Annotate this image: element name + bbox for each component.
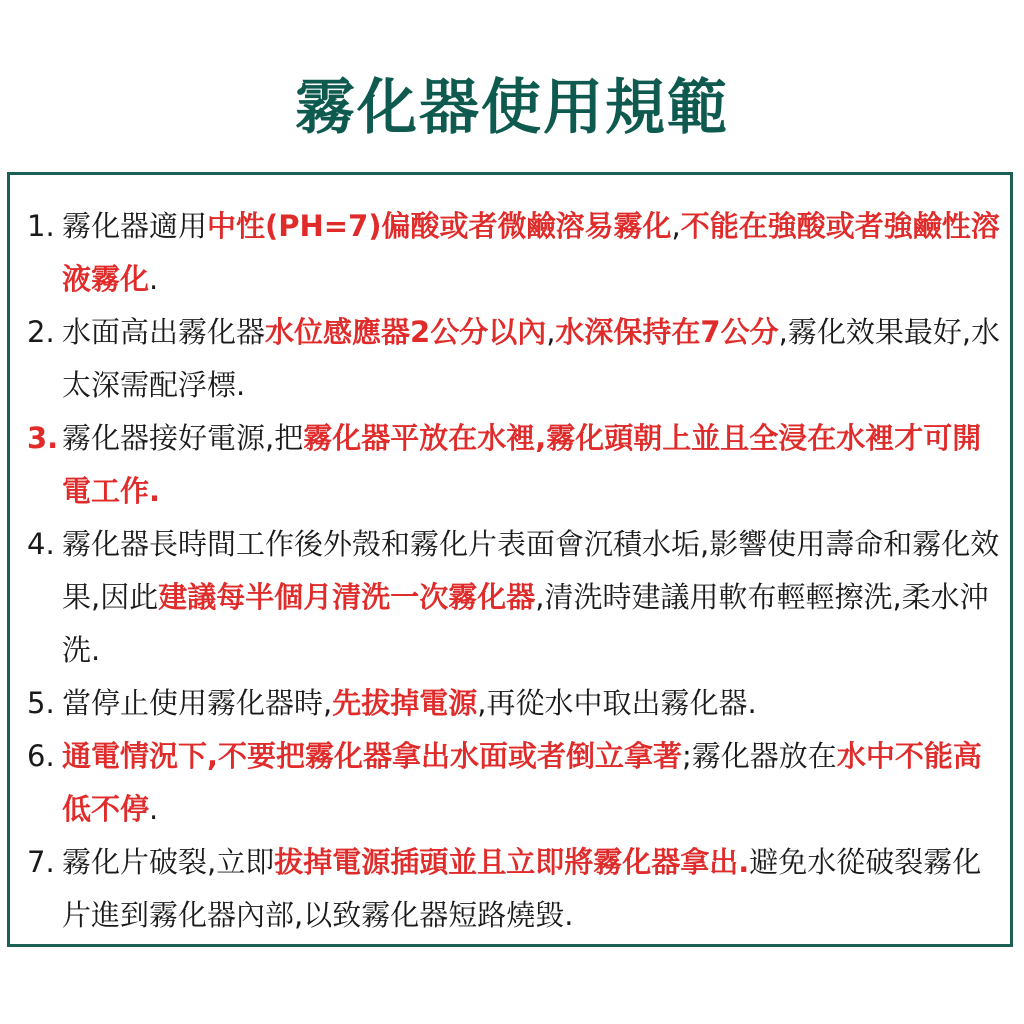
rule-segment: ,霧化效果最好,水太深需配浮標.	[62, 315, 1001, 402]
rule-number: 1.	[27, 209, 55, 243]
rule-number: 2.	[27, 315, 55, 349]
rule-item-4	[27, 518, 1002, 677]
rule-segment: 水面高出霧化器	[62, 315, 266, 349]
rule-highlight: 不能在強酸或者強鹼性溶液霧化	[62, 209, 1000, 296]
rule-segment: ,再從水中取出霧化器.	[477, 686, 757, 720]
rule-highlight: 水位感應器2公分以內	[265, 315, 547, 349]
rule-highlight: 建議每半個月清洗一次霧化器	[158, 580, 536, 614]
rule-item-5	[27, 677, 1002, 730]
rule-text	[62, 677, 1002, 730]
rule-item-6	[27, 730, 1002, 836]
page-title: 霧化器使用規範	[295, 73, 729, 143]
rules-list	[27, 200, 1002, 942]
rule-highlight: 中性(PH=7)偏酸或者微鹼溶易霧化	[207, 209, 672, 243]
rule-segment: ,清洗時建議用軟布輕輕擦洗,柔水沖洗.	[62, 580, 989, 667]
rule-segment: .	[149, 262, 159, 296]
rule-item-1	[27, 200, 1002, 306]
rule-item-3	[27, 412, 1002, 518]
rule-segment: ;霧化器放在	[682, 739, 837, 773]
rule-segment: 當停止使用霧化器時,	[62, 686, 333, 720]
rule-text	[62, 412, 1002, 518]
rule-segment: ,	[671, 209, 681, 243]
rule-highlight: 水深保持在7公分	[555, 315, 779, 349]
rule-text	[62, 518, 1002, 677]
rule-segment: ,	[546, 315, 556, 349]
rule-text	[62, 200, 1002, 306]
rule-segment: 霧化片破裂,立即	[62, 845, 275, 879]
rule-highlight: 通電情況下,不要把霧化器拿出水面或者倒立拿著	[62, 739, 683, 773]
rule-segment: 霧化器長時間工作後外殼和霧化片表面會沉積水垢,影響使用壽命和霧化效果,因此	[62, 527, 1000, 614]
rule-highlight: 霧化器平放在水裡,霧化頭朝上並且全浸在水裡才可開電工作.	[62, 421, 982, 508]
rule-segment: 避免水從破裂霧化片進到霧化器內部,以致霧化器短路燒毀.	[62, 845, 982, 932]
rule-text	[62, 836, 1002, 942]
rule-number: 5.	[27, 686, 55, 720]
rule-highlight: 先拔掉電源	[332, 686, 478, 720]
rule-segment: 霧化器適用	[62, 209, 208, 243]
rule-item-2	[27, 306, 1002, 412]
rule-highlight: 水中不能高低不停	[62, 739, 982, 826]
rule-number: 7.	[27, 845, 55, 879]
rule-segment: 霧化器接好電源,把	[62, 421, 304, 455]
rule-number: 6.	[27, 739, 55, 773]
rule-text	[62, 730, 1002, 836]
rule-segment: .	[149, 792, 159, 826]
rule-number: 3.	[27, 421, 59, 455]
rule-number: 4.	[27, 527, 55, 561]
rule-item-7	[27, 836, 1002, 942]
rule-highlight: 拔掉電源插頭並且立即將霧化器拿出.	[274, 845, 750, 879]
rule-text	[62, 306, 1002, 412]
